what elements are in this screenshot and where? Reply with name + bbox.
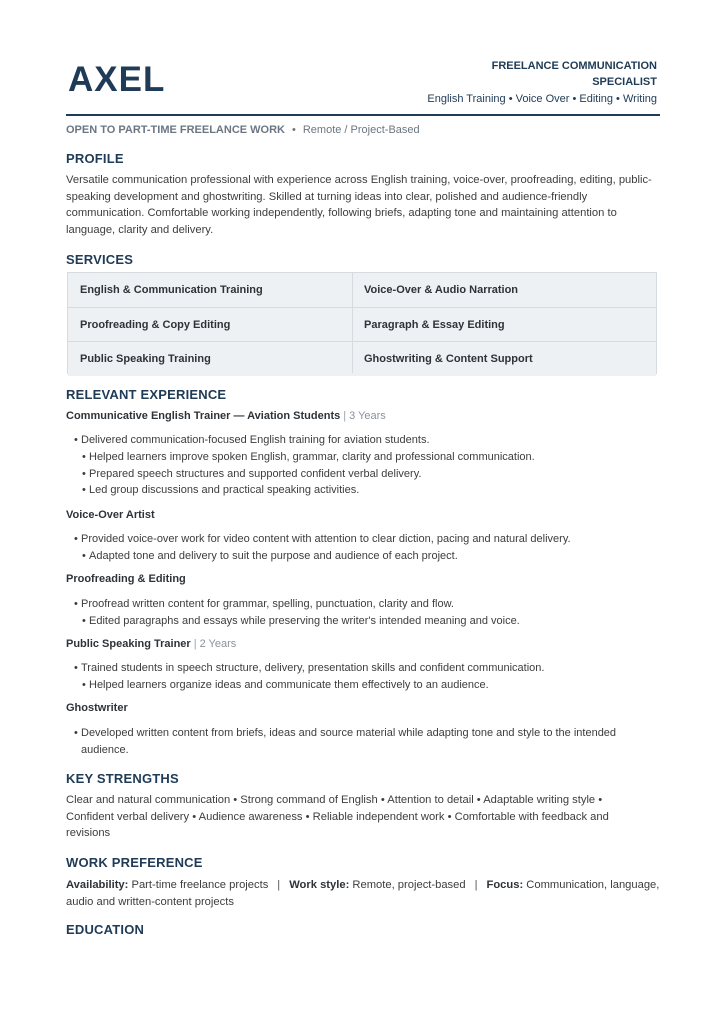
services-row	[68, 341, 656, 376]
job-bullets	[74, 725, 659, 759]
education-heading: EDUCATION	[66, 922, 145, 937]
work-preference-heading: WORK PREFERENCE	[66, 855, 203, 870]
service-cell: Ghostwriting & Content Support	[364, 353, 533, 365]
job-title: Voice-Over Artist	[66, 509, 155, 521]
service-cell: Paragraph & Essay Editing	[364, 319, 505, 331]
services-column-divider	[352, 273, 353, 373]
focus-label: Focus:	[486, 879, 524, 891]
availability-separator: •	[292, 124, 296, 136]
job-duration: 2 Years	[199, 638, 237, 650]
work-preference-text	[66, 877, 666, 910]
list-item: • Trained students in speech structure, delivery, presentation skills and confident communication.	[74, 660, 664, 677]
services-table	[67, 272, 657, 374]
availability-line	[66, 124, 420, 136]
job-title-block	[427, 58, 657, 107]
strengths-text: Clear and natural communication • Strong command of English • Attention to detail • Adaptable writing style • Confident verbal delivery • Audience awareness • Reliable independent work • Comfortable with feedback and revisions	[66, 794, 609, 839]
job-header	[66, 509, 155, 521]
list-item: • Proofread written content for grammar, spelling, punctuation, clarity and flow.	[74, 596, 664, 613]
work-mode: Remote / Project-Based	[302, 124, 420, 136]
experience-heading: RELEVANT EXPERIENCE	[66, 387, 227, 402]
service-cell: Voice-Over & Audio Narration	[364, 284, 519, 296]
job-title: Proofreading & Editing	[66, 573, 186, 585]
profile-text: Versatile communication professional with experience across English training, voice-over, proofreading, editing, public-speaking development and ghostwriting. Skilled at turning ideas into clear, polished and audience-friendly communication. Comfortable working independently, following briefs, adapting tone and maintaining attention to language, clarity and delivery.	[66, 174, 652, 236]
job-duration: 3 Years	[349, 410, 386, 422]
profile-heading: PROFILE	[66, 151, 124, 166]
resume-header	[66, 56, 660, 116]
candidate-name: AXEL	[68, 60, 166, 99]
job-title-line-1: FREELANCE COMMUNICATION	[491, 60, 657, 72]
list-item: • Edited paragraphs and essays while preserving the writer's intended meaning and voice.	[82, 613, 664, 630]
service-cell: English & Communication Training	[80, 284, 263, 296]
availability-label: Availability:	[66, 879, 129, 891]
list-item: • Helped learners improve spoken English, grammar, clarity and professional communication.	[82, 449, 664, 466]
services-row	[68, 307, 656, 342]
availability-value: Part-time freelance projects	[131, 879, 269, 891]
list-item: • Helped learners organize ideas and communicate them effectively to an audience.	[82, 677, 664, 694]
job-bullets	[74, 531, 664, 565]
job-title: Communicative English Trainer — Aviation Students	[66, 410, 341, 422]
skills-tagline: English Training • Voice Over • Editing • Writing	[427, 93, 657, 105]
preference-divider: |	[277, 879, 281, 891]
service-cell: Public Speaking Training	[80, 353, 211, 365]
job-title: Ghostwriter	[66, 702, 128, 714]
job-title: Public Speaking Trainer	[66, 638, 191, 650]
job-header	[66, 573, 186, 585]
strengths-heading: KEY STRENGTHS	[66, 771, 179, 786]
list-item: • Adapted tone and delivery to suit the purpose and audience of each project.	[82, 548, 664, 565]
service-cell: Proofreading & Copy Editing	[80, 319, 231, 331]
job-bullets	[74, 660, 664, 694]
work-style-value: Remote, project-based	[352, 879, 466, 891]
job-title-line-2: SPECIALIST	[592, 76, 657, 88]
work-style-label: Work style:	[289, 879, 350, 891]
job-bullets	[74, 596, 664, 630]
job-header	[66, 702, 128, 714]
availability-status: OPEN TO PART-TIME FREELANCE WORK	[66, 124, 285, 136]
list-item: • Provided voice-over work for video content with attention to clear diction, pacing and natural delivery.	[74, 531, 664, 548]
job-header: Public Speaking Trainer | 2 Years	[66, 638, 237, 650]
list-item: • Led group discussions and practical speaking activities.	[82, 482, 664, 499]
list-item: • Delivered communication-focused English training for aviation students.	[74, 432, 664, 449]
list-item: • Developed written content from briefs, ideas and source material while adapting tone and style to the intended audience.	[74, 725, 659, 759]
services-row	[68, 273, 656, 307]
job-header: Communicative English Trainer — Aviation Students | 3 Years	[66, 410, 386, 422]
services-heading: SERVICES	[66, 252, 134, 267]
job-bullets	[74, 432, 664, 499]
list-item: • Prepared speech structures and supported confident verbal delivery.	[82, 466, 664, 483]
preference-divider: |	[474, 879, 478, 891]
focus-value: Communication, language, audio and written-content projects	[66, 879, 660, 908]
